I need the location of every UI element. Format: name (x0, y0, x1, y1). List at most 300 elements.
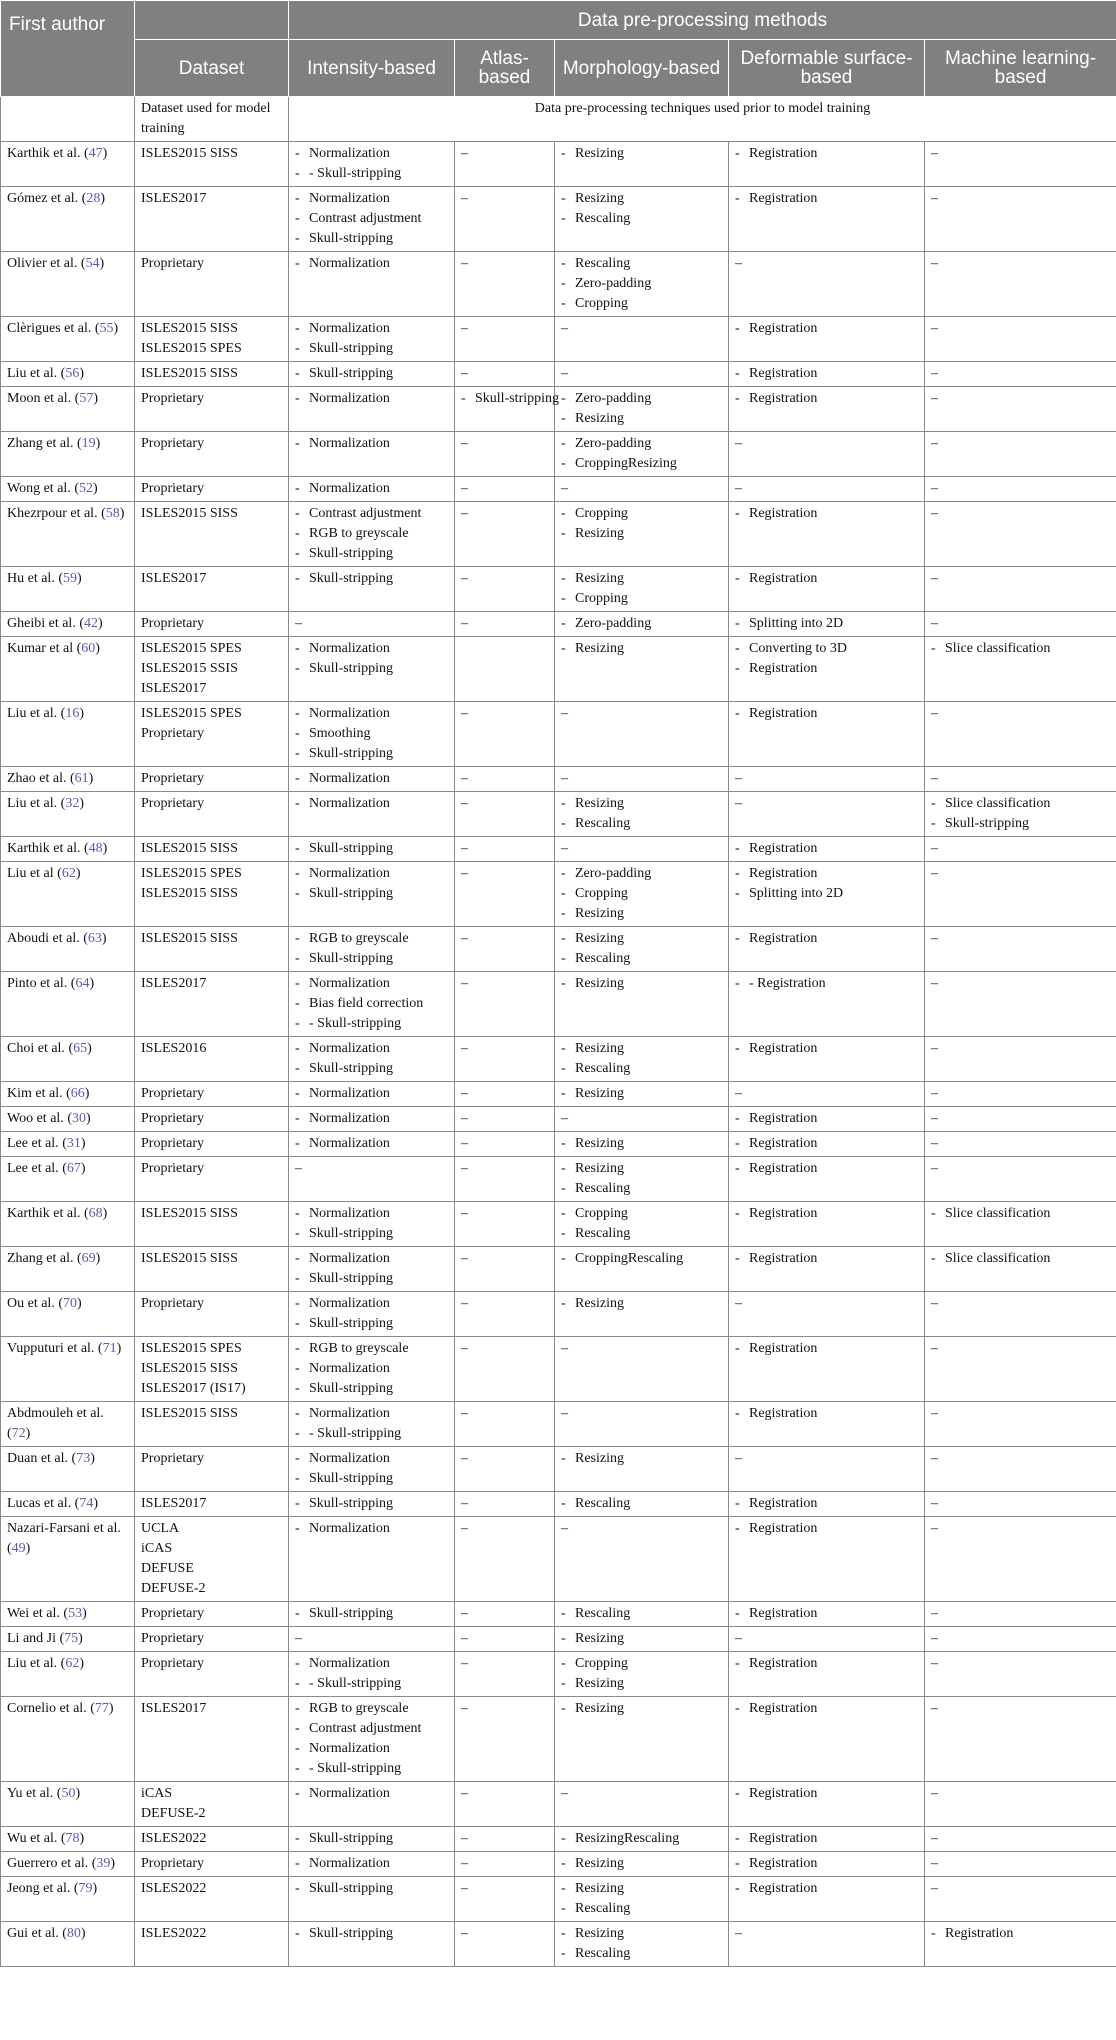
deformable-list (735, 704, 918, 724)
deformable-list (735, 1159, 918, 1179)
intensity-cell (289, 252, 455, 317)
method-item: - Cropping (561, 1204, 722, 1224)
reference-link[interactable]: 68 (88, 1206, 103, 1221)
header-ml: Machine learning-based (925, 40, 1116, 97)
reference-link[interactable]: 57 (79, 391, 94, 406)
empty-dash: – (295, 1161, 302, 1176)
morphology-cell (555, 1492, 729, 1517)
method-item: - Resizing (561, 639, 722, 659)
method-item: - Registration (735, 364, 918, 384)
dataset-cell (135, 187, 289, 252)
dataset-name: ISLES2022 (141, 1881, 207, 1896)
table-row (1, 1107, 1116, 1132)
atlas-cell (455, 862, 555, 927)
dataset-name: ISLES2017 (IS17) (141, 1381, 246, 1396)
reference-link[interactable]: 59 (63, 571, 77, 586)
deformable-list (735, 1879, 918, 1899)
intensity-list (295, 1699, 448, 1779)
reference-link[interactable]: 50 (61, 1786, 76, 1801)
reference-link[interactable]: 60 (81, 641, 96, 656)
dataset-cell (135, 612, 289, 637)
method-item: - Resizing (561, 144, 722, 164)
deformable-cell (729, 187, 925, 252)
table-row (1, 1337, 1116, 1402)
atlas-cell (455, 1627, 555, 1652)
subheader-row (1, 97, 1116, 142)
deformable-cell (729, 1132, 925, 1157)
reference-link[interactable]: 63 (87, 931, 102, 946)
ml-cell (925, 612, 1116, 637)
deformable-cell (729, 1037, 925, 1082)
dataset-cell (135, 972, 289, 1037)
dataset-name: ISLES2015 SPES (141, 866, 242, 881)
intensity-cell (289, 387, 455, 432)
dataset-name: Proprietary (141, 1656, 204, 1671)
reference-link[interactable]: 61 (74, 771, 89, 786)
intensity-list (295, 144, 448, 184)
deformable-list (735, 864, 918, 904)
deformable-cell (729, 702, 925, 767)
empty-dash: – (931, 1521, 938, 1536)
method-item: - Resizing (561, 1854, 722, 1874)
empty-dash: – (561, 1111, 568, 1126)
dataset-name: iCAS (141, 1541, 173, 1556)
reference-link[interactable]: 69 (81, 1251, 96, 1266)
morphology-cell (555, 972, 729, 1037)
method-item: - Skull-stripping (295, 1224, 448, 1244)
method-item: - Registration (735, 1519, 918, 1539)
morphology-cell (555, 637, 729, 702)
dataset-cell (135, 1202, 289, 1247)
reference-link[interactable]: 54 (85, 256, 100, 271)
reference-link[interactable]: 72 (11, 1426, 26, 1441)
method-item: - Rescaling (561, 949, 722, 969)
intensity-cell (289, 927, 455, 972)
deformable-cell (729, 637, 925, 702)
dataset-cell (135, 142, 289, 187)
table-row (1, 1132, 1116, 1157)
atlas-cell (455, 1827, 555, 1852)
dataset-name: ISLES2015 SISS (141, 1251, 238, 1266)
deformable-list (735, 1829, 918, 1849)
dataset-name: Proprietary (141, 1606, 204, 1621)
deformable-cell (729, 317, 925, 362)
atlas-cell (455, 567, 555, 612)
method-item: - Registration (735, 1249, 918, 1269)
reference-link[interactable]: 74 (79, 1496, 94, 1511)
table-row (1, 1447, 1116, 1492)
empty-dash: – (461, 366, 468, 381)
deformable-cell (729, 432, 925, 477)
intensity-list (295, 1294, 448, 1334)
deformable-cell (729, 927, 925, 972)
intensity-cell (289, 1292, 455, 1337)
header-blank (135, 1, 289, 40)
method-item: - ResizingRescaling (561, 1829, 722, 1849)
empty-dash: – (461, 436, 468, 451)
intensity-list (295, 1449, 448, 1489)
dataset-cell (135, 1447, 289, 1492)
reference-link[interactable]: 66 (70, 1086, 85, 1101)
author-cell: Cornelio et al. (77) (1, 1697, 135, 1782)
dataset-cell (135, 1782, 289, 1827)
dataset-cell (135, 1337, 289, 1402)
dataset-cell (135, 362, 289, 387)
dataset-name: ISLES2022 (141, 1831, 207, 1846)
empty-dash: – (931, 506, 938, 521)
empty-dash: – (931, 1656, 938, 1671)
author-name: Olivier et al. (7, 256, 78, 271)
deformable-cell (729, 567, 925, 612)
method-item: - Registration (735, 1494, 918, 1514)
morphology-list (561, 1494, 722, 1514)
deformable-cell (729, 862, 925, 927)
method-item: - Skull-stripping (295, 1924, 448, 1944)
atlas-cell (455, 837, 555, 862)
dataset-name: ISLES2017 (141, 1496, 207, 1511)
intensity-cell (289, 767, 455, 792)
author-cell: Woo et al. (30) (1, 1107, 135, 1132)
table-row (1, 1827, 1116, 1852)
table-row (1, 1402, 1116, 1447)
empty-dash: – (461, 1606, 468, 1621)
atlas-cell (455, 1202, 555, 1247)
method-item: - Resizing (561, 904, 722, 924)
reference-link[interactable]: 73 (76, 1451, 91, 1466)
reference-link[interactable]: 39 (96, 1856, 111, 1871)
method-item: - Resizing (561, 409, 722, 429)
reference-link[interactable]: 19 (81, 436, 96, 451)
table-row (1, 1082, 1116, 1107)
intensity-cell (289, 502, 455, 567)
method-item: - Splitting into 2D (735, 884, 918, 904)
deformable-cell (729, 142, 925, 187)
dataset-name: Proprietary (141, 616, 204, 631)
author-cell: Duan et al. (73) (1, 1447, 135, 1492)
method-item: - Resizing (561, 1294, 722, 1314)
morphology-list (561, 864, 722, 924)
morphology-cell (555, 1852, 729, 1877)
morphology-list (561, 1249, 722, 1269)
intensity-cell (289, 1447, 455, 1492)
intensity-cell (289, 142, 455, 187)
empty-dash: – (561, 1406, 568, 1421)
author-cell: Moon et al. (57) (1, 387, 135, 432)
morphology-list (561, 144, 722, 164)
reference-link[interactable]: 67 (66, 1161, 81, 1176)
dataset-cell (135, 1247, 289, 1292)
dataset-name: DEFUSE-2 (141, 1806, 206, 1821)
dataset-cell (135, 567, 289, 612)
method-item: - Normalization (295, 974, 448, 994)
author-name: Zhang et al. (7, 436, 74, 451)
method-item: - Normalization (295, 1654, 448, 1674)
empty-dash: – (461, 1831, 468, 1846)
dataset-cell (135, 1402, 289, 1447)
dataset-name: UCLA (141, 1521, 180, 1536)
intensity-list (295, 639, 448, 679)
method-item: - Skull-stripping (295, 364, 448, 384)
reference-link[interactable]: 71 (102, 1341, 117, 1356)
empty-dash: – (461, 1251, 468, 1266)
morphology-cell (555, 1132, 729, 1157)
author-name: Jeong et al. (7, 1881, 71, 1896)
deformable-cell (729, 1082, 925, 1107)
intensity-cell (289, 1852, 455, 1877)
method-item: - Zero-padding (561, 274, 722, 294)
morphology-list (561, 974, 722, 994)
dataset-cell (135, 1082, 289, 1107)
reference-link[interactable]: 16 (65, 706, 80, 721)
author-cell: Wei et al. (53) (1, 1602, 135, 1627)
intensity-cell (289, 1602, 455, 1627)
morphology-cell (555, 1402, 729, 1447)
deformable-cell (729, 1492, 925, 1517)
empty-dash: – (561, 1786, 568, 1801)
ml-cell (925, 317, 1116, 362)
intensity-cell (289, 1132, 455, 1157)
atlas-cell (455, 972, 555, 1037)
author-cell: Aboudi et al. (63) (1, 927, 135, 972)
reference-link[interactable]: 79 (78, 1881, 93, 1896)
morphology-cell (555, 252, 729, 317)
method-item: - Registration (735, 1699, 918, 1719)
intensity-cell (289, 1157, 455, 1202)
method-item: - Cropping (561, 589, 722, 609)
dataset-cell (135, 1037, 289, 1082)
author-name: Gheibi et al. (7, 616, 76, 631)
deformable-list (735, 1784, 918, 1804)
table-row (1, 432, 1116, 477)
empty-dash: – (735, 1086, 742, 1101)
reference-link[interactable]: 48 (88, 841, 103, 856)
method-item: - RGB to greyscale (295, 524, 448, 544)
author-cell: Zhang et al. (19) (1, 432, 135, 477)
deformable-cell (729, 1602, 925, 1627)
reference-link[interactable]: 78 (65, 1831, 80, 1846)
ml-cell (925, 362, 1116, 387)
intensity-list (295, 1924, 448, 1944)
atlas-cell (455, 1132, 555, 1157)
table-row (1, 567, 1116, 612)
method-item: - Registration (735, 1404, 918, 1424)
ml-list (931, 794, 1110, 834)
morphology-list (561, 1449, 722, 1469)
author-name: Guerrero et al. (7, 1856, 89, 1871)
dataset-cell (135, 1132, 289, 1157)
intensity-cell (289, 1517, 455, 1602)
method-item: - Cropping (561, 884, 722, 904)
reference-link[interactable]: 32 (65, 796, 80, 811)
dataset-cell (135, 252, 289, 317)
ml-cell (925, 1697, 1116, 1782)
ml-cell (925, 1492, 1116, 1517)
deformable-cell (729, 1627, 925, 1652)
dataset-cell (135, 387, 289, 432)
intensity-cell (289, 362, 455, 387)
author-name: Gui et al. (7, 1926, 59, 1941)
author-name: Liu et al. (7, 366, 58, 381)
table-row (1, 927, 1116, 972)
empty-dash: – (931, 436, 938, 451)
method-item: - - Skull-stripping (295, 1014, 448, 1034)
morphology-cell (555, 477, 729, 502)
dataset-name: ISLES2015 SISS (141, 886, 238, 901)
dataset-name: Proprietary (141, 1451, 204, 1466)
author-cell: Gui et al. (80) (1, 1922, 135, 1967)
intensity-list (295, 479, 448, 499)
author-name: Lee et al. (7, 1136, 59, 1151)
morphology-list (561, 504, 722, 544)
reference-link[interactable]: 31 (66, 1136, 81, 1151)
subheader-blank (1, 97, 135, 142)
intensity-list (295, 929, 448, 969)
ml-cell (925, 1627, 1116, 1652)
author-name: Wu et al. (7, 1831, 58, 1846)
dataset-name: ISLES2015 SISS (141, 146, 238, 161)
reference-link[interactable]: 52 (78, 481, 93, 496)
method-item: - Registration (735, 389, 918, 409)
ml-cell (925, 1037, 1116, 1082)
empty-dash: – (931, 1451, 938, 1466)
morphology-cell (555, 767, 729, 792)
table-row (1, 702, 1116, 767)
intensity-cell (289, 1877, 455, 1922)
morphology-list (561, 929, 722, 969)
reference-link[interactable]: 70 (63, 1296, 77, 1311)
method-item: - Normalization (295, 254, 448, 274)
method-item: - Registration (735, 1879, 918, 1899)
morphology-list (561, 614, 722, 634)
dataset-name: Proprietary (141, 1161, 204, 1176)
dataset-name: Proprietary (141, 1086, 204, 1101)
author-cell: Olivier et al. (54) (1, 252, 135, 317)
empty-dash: – (461, 146, 468, 161)
reference-link[interactable]: 42 (83, 616, 98, 631)
reference-link[interactable]: 28 (86, 191, 101, 206)
morphology-list (561, 1829, 722, 1849)
deformable-cell (729, 1697, 925, 1782)
dataset-cell (135, 1697, 289, 1782)
empty-dash: – (931, 1136, 938, 1151)
reference-link[interactable]: 47 (88, 146, 103, 161)
empty-dash: – (461, 976, 468, 991)
ml-cell (925, 387, 1116, 432)
intensity-cell (289, 1202, 455, 1247)
reference-link[interactable]: 75 (64, 1631, 79, 1646)
intensity-list (295, 1654, 448, 1694)
atlas-cell (455, 1652, 555, 1697)
method-item: - - Skull-stripping (295, 1424, 448, 1444)
deformable-cell (729, 837, 925, 862)
dataset-name: ISLES2022 (141, 1926, 207, 1941)
intensity-cell (289, 1922, 455, 1967)
method-item: - Resizing (561, 794, 722, 814)
method-item: - Skull-stripping (295, 229, 448, 249)
method-item: - Normalization (295, 1134, 448, 1154)
intensity-list (295, 389, 448, 409)
method-item: - Skull-stripping (295, 1494, 448, 1514)
empty-dash: – (735, 481, 742, 496)
reference-link[interactable]: 62 (61, 866, 76, 881)
reference-link[interactable]: 64 (75, 976, 90, 991)
intensity-cell (289, 1697, 455, 1782)
author-cell: Liu et al. (62) (1, 1652, 135, 1697)
reference-link[interactable]: 30 (71, 1111, 86, 1126)
method-item: - Normalization (295, 1449, 448, 1469)
method-item: - Zero-padding (561, 864, 722, 884)
reference-link[interactable]: 62 (65, 1656, 80, 1671)
atlas-cell (455, 767, 555, 792)
morphology-cell (555, 1107, 729, 1132)
reference-link[interactable]: 56 (65, 366, 80, 381)
reference-link[interactable]: 58 (105, 506, 120, 521)
ml-cell (925, 1157, 1116, 1202)
method-item: - Zero-padding (561, 389, 722, 409)
deformable-cell (729, 1157, 925, 1202)
morphology-cell (555, 927, 729, 972)
empty-dash: – (461, 1041, 468, 1056)
atlas-cell (455, 187, 555, 252)
method-item: - Registration (735, 1109, 918, 1129)
table-row (1, 362, 1116, 387)
deformable-cell (729, 792, 925, 837)
method-item: - Slice classification (931, 794, 1110, 814)
empty-dash: – (461, 1701, 468, 1716)
dataset-name: ISLES2017 (141, 571, 207, 586)
dataset-name: Proprietary (141, 391, 204, 406)
method-item: - Normalization (295, 769, 448, 789)
author-cell: Gómez et al. (28) (1, 187, 135, 252)
method-item: - Normalization (295, 1784, 448, 1804)
ml-cell (925, 1517, 1116, 1602)
empty-dash: – (461, 481, 468, 496)
reference-link[interactable]: 49 (11, 1541, 26, 1556)
morphology-list (561, 1604, 722, 1624)
dataset-name: ISLES2015 SISS (141, 1206, 238, 1221)
deformable-cell (729, 1402, 925, 1447)
deformable-cell (729, 1517, 925, 1602)
deformable-list (735, 639, 918, 679)
author-cell: Li and Ji (75) (1, 1627, 135, 1652)
dataset-cell (135, 702, 289, 767)
empty-dash: – (561, 1521, 568, 1536)
method-item: - Slice classification (931, 1204, 1110, 1224)
method-item: - Skull-stripping (295, 744, 448, 764)
ml-cell (925, 1602, 1116, 1627)
reference-link[interactable]: 77 (94, 1701, 109, 1716)
empty-dash: – (461, 866, 468, 881)
reference-link[interactable]: 80 (66, 1926, 81, 1941)
author-cell: Lee et al. (67) (1, 1157, 135, 1202)
method-item: - Skull-stripping (295, 1604, 448, 1624)
table-row (1, 1602, 1116, 1627)
intensity-cell (289, 837, 455, 862)
table-row (1, 1492, 1116, 1517)
reference-link[interactable]: 53 (68, 1606, 83, 1621)
author-cell: Zhang et al. (69) (1, 1247, 135, 1292)
dataset-cell (135, 927, 289, 972)
empty-dash: – (931, 931, 938, 946)
intensity-list (295, 1204, 448, 1244)
reference-link[interactable]: 55 (99, 321, 114, 336)
intensity-list (295, 364, 448, 384)
empty-dash: – (931, 191, 938, 206)
method-item: - Registration (735, 1654, 918, 1674)
reference-link[interactable]: 65 (73, 1041, 88, 1056)
method-item: - Cropping (561, 504, 722, 524)
table-row (1, 1877, 1116, 1922)
